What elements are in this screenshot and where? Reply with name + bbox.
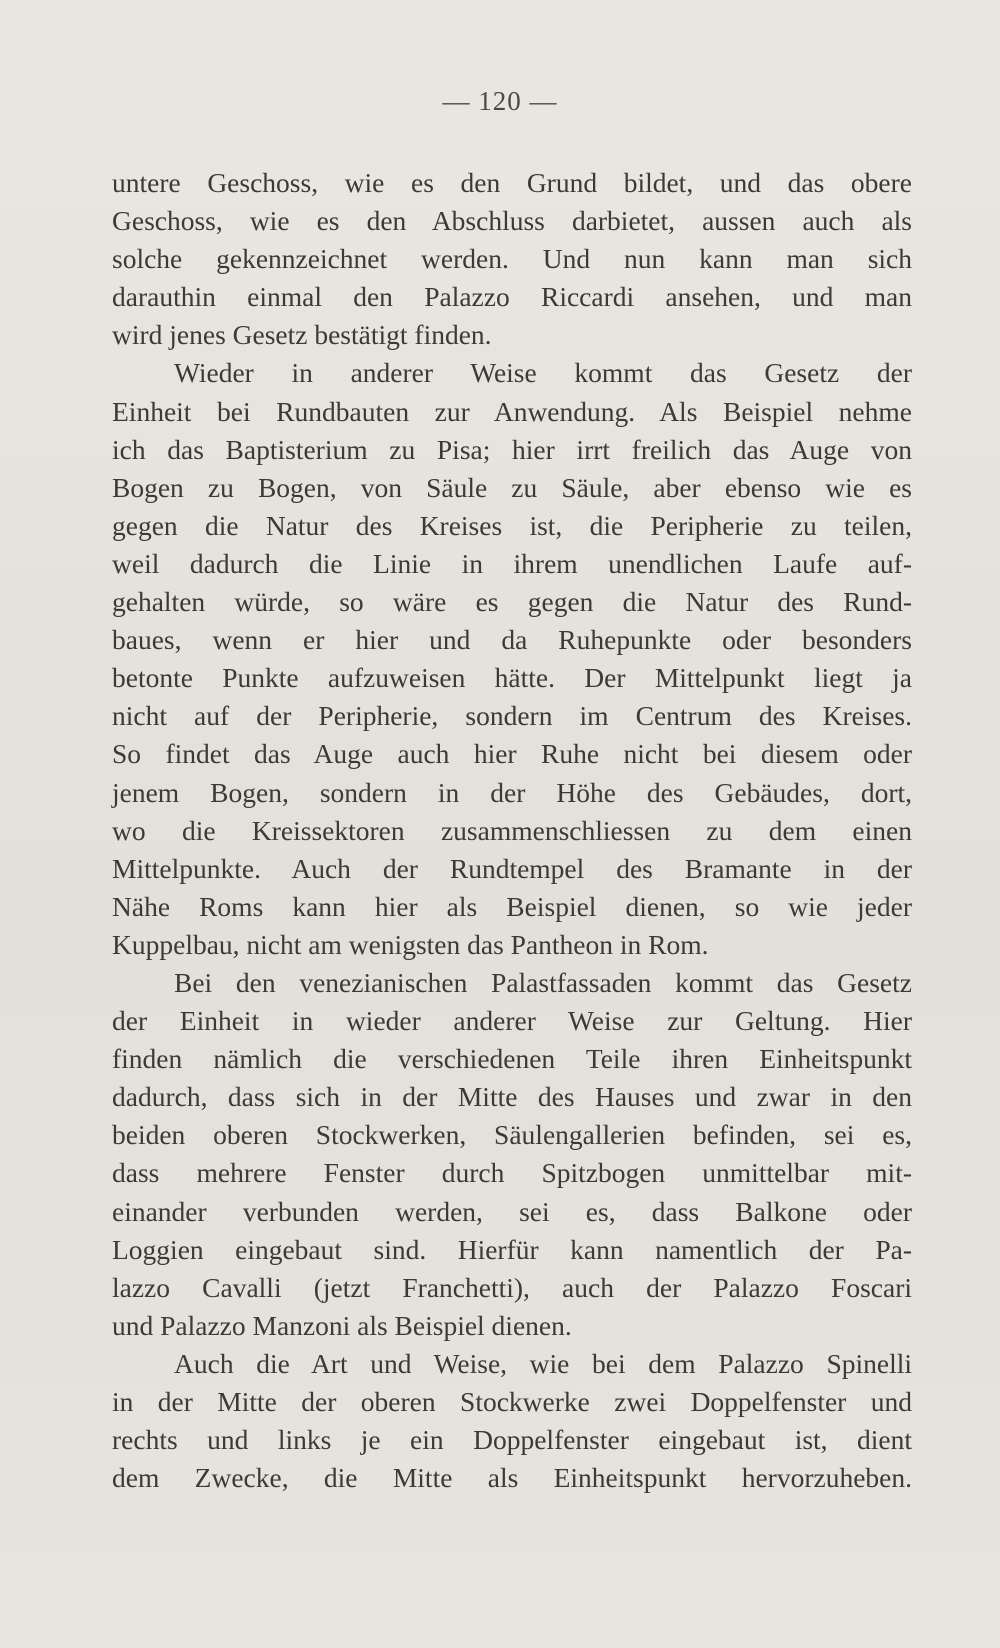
text-line: nicht auf der Peripherie, sondern im Centrum des Kreises. xyxy=(112,700,912,732)
text-line: Bei den venezianischen Palastfassaden kommt das Gesetz xyxy=(174,966,912,998)
text-line: Bogen zu Bogen, von Säule zu Säule, aber ebenso wie es xyxy=(112,471,912,503)
text-line: dem Zwecke, die Mitte als Einheitspunkt hervorzuheben. xyxy=(112,1462,912,1494)
text-line: Kuppelbau, nicht am wenigsten das Pantheon in Rom. xyxy=(112,928,709,960)
text-line: finden nämlich die verschiedenen Teile ihren Einheitspunkt xyxy=(112,1043,912,1075)
text-line: der Einheit in wieder anderer Weise zur Geltung. Hier xyxy=(112,1005,912,1037)
text-line: darauthin einmal den Palazzo Riccardi ansehen, und man xyxy=(112,281,912,313)
text-line: jenem Bogen, sondern in der Höhe des Gebäudes, dort, xyxy=(112,776,912,808)
text-line: Loggien eingebaut sind. Hierfür kann namentlich der Pa- xyxy=(112,1233,912,1265)
page-number: — 120 — xyxy=(442,86,558,116)
text-line: dadurch, dass sich in der Mitte des Hauses und zwar in den xyxy=(112,1081,912,1113)
text-line: in der Mitte der oberen Stockwerke zwei Doppelfenster und xyxy=(112,1386,912,1417)
text-line: Wieder in anderer Weise kommt das Gesetz der xyxy=(174,357,912,389)
body-text xyxy=(112,164,912,1497)
text-line: einander verbunden werden, sei es, dass Balkone oder xyxy=(112,1195,912,1227)
text-line: So findet das Auge auch hier Ruhe nicht bei diesem oder xyxy=(112,738,912,770)
text-line: gegen die Natur des Kreises ist, die Peripherie zu teilen, xyxy=(112,509,912,541)
text-line: wo die Kreissektoren zusammenschliessen zu dem einen xyxy=(112,814,912,846)
text-line: betonte Punkte aufzuweisen hätte. Der Mittelpunkt liegt ja xyxy=(112,662,912,694)
text-line: Mittelpunkte. Auch der Rundtempel des Bramante in der xyxy=(112,852,912,884)
text-line: weil dadurch die Linie in ihrem unendlichen Laufe auf- xyxy=(112,547,912,579)
text-line: beiden oberen Stockwerken, Säulengallerien befinden, sei es, xyxy=(112,1119,912,1151)
text-line: baues, wenn er hier und da Ruhepunkte oder besonders xyxy=(112,624,912,656)
text-line: untere Geschoss, wie es den Grund bildet, und das obere xyxy=(112,167,912,198)
text-line: rechts und links je ein Doppelfenster eingebaut ist, dient xyxy=(112,1424,912,1456)
text-line: Einheit bei Rundbauten zur Anwendung. Als Beispiel nehme xyxy=(112,395,912,427)
text-line: Auch die Art und Weise, wie bei dem Palazzo Spinelli xyxy=(174,1347,912,1379)
text-line: solche gekennzeichnet werden. Und nun kann man sich xyxy=(112,243,912,275)
text-line: dass mehrere Fenster durch Spitzbogen unmittelbar mit- xyxy=(112,1157,912,1189)
text-line: ich das Baptisterium zu Pisa; hier irrt freilich das Auge von xyxy=(112,433,912,465)
text-line: wird jenes Gesetz bestätigt finden. xyxy=(112,319,492,351)
text-line: Nähe Roms kann hier als Beispiel dienen, so wie jeder xyxy=(112,890,912,922)
text-line: lazzo Cavalli (jetzt Franchetti), auch der Palazzo Foscari xyxy=(112,1271,912,1303)
text-line: Geschoss, wie es den Abschluss darbietet, aussen auch als xyxy=(112,205,912,237)
text-line: und Palazzo Manzoni als Beispiel dienen. xyxy=(112,1309,572,1341)
text-line: gehalten würde, so wäre es gegen die Natur des Rund- xyxy=(112,586,912,618)
